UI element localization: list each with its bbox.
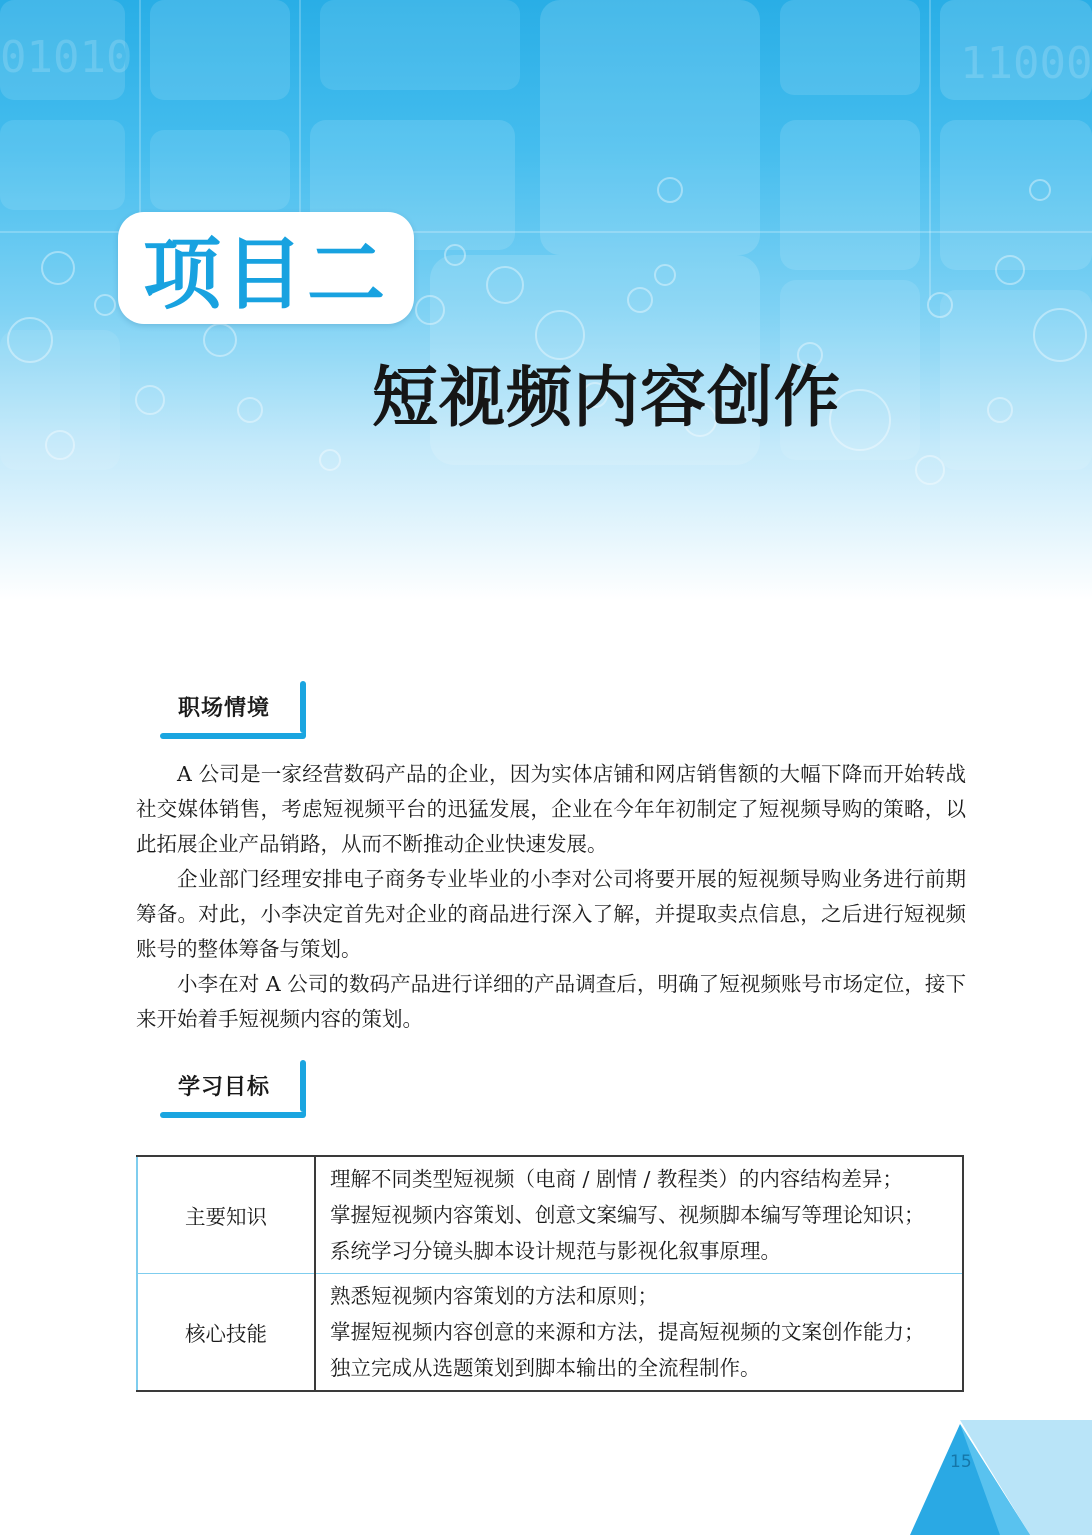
row-header-skills: 核心技能	[137, 1274, 315, 1392]
goal-item: 掌握短视频内容策划、创意文案编写、视频脚本编写等理论知识；	[330, 1203, 925, 1227]
header-banner	[0, 0, 1092, 600]
goals-heading	[160, 1060, 310, 1118]
chapter-title: 短视频内容创作	[372, 358, 841, 436]
row-content-skills	[315, 1274, 963, 1392]
goal-item: 独立完成从选题策划到脚本输出的全流程制作。	[330, 1356, 761, 1380]
row-header-knowledge: 主要知识	[137, 1156, 315, 1274]
scenario-heading	[160, 681, 310, 739]
svg-text:11000: 11000	[960, 38, 1092, 89]
scenario-paragraph: 小李在对 A 公司的数码产品进行详细的产品调查后，明确了短视频账号市场定位，接下来开始着手短视频内容的策划。	[136, 972, 966, 1031]
project-label-box	[118, 212, 414, 324]
scenario-body	[136, 757, 966, 1037]
table-row	[137, 1156, 963, 1274]
row-content-knowledge	[315, 1156, 963, 1274]
heading-bracket-horizontal	[160, 733, 306, 739]
learning-goals-table	[136, 1155, 964, 1392]
page-corner-decoration	[880, 1420, 1092, 1535]
scenario-heading-label: 职场情境	[178, 696, 271, 721]
page-number: 15	[950, 1452, 972, 1472]
goal-item: 掌握短视频内容创意的来源和方法，提高短视频的文案创作能力；	[330, 1320, 925, 1344]
goal-item: 系统学习分镜头脚本设计规范与影视化叙事原理。	[330, 1239, 781, 1263]
heading-bracket-vertical	[300, 681, 306, 733]
heading-bracket-horizontal	[160, 1112, 306, 1118]
goal-item: 理解不同类型短视频（电商 / 剧情 / 教程类）的内容结构差异；	[330, 1167, 903, 1191]
goals-heading-label: 学习目标	[178, 1075, 271, 1100]
scenario-paragraph: A 公司是一家经营数码产品的企业，因为实体店铺和网店销售额的大幅下降而开始转战社交媒体销售，考虑短视频平台的迅猛发展，企业在今年年初制定了短视频导购的策略，以此拓展企业产品销路，从而不断推动企业快速发展。	[136, 762, 966, 856]
goal-item: 熟悉短视频内容策划的方法和原则；	[330, 1284, 658, 1308]
project-label: 项目二	[142, 230, 389, 320]
table-row	[137, 1274, 963, 1392]
svg-text:01010: 01010	[0, 32, 133, 83]
scenario-paragraph: 企业部门经理安排电子商务专业毕业的小李对公司将要开展的短视频导购业务进行前期筹备。对此，小李决定首先对企业的商品进行深入了解，并提取卖点信息，之后进行短视频账号的整体筹备与策划。	[136, 867, 966, 961]
heading-bracket-vertical	[300, 1060, 306, 1112]
